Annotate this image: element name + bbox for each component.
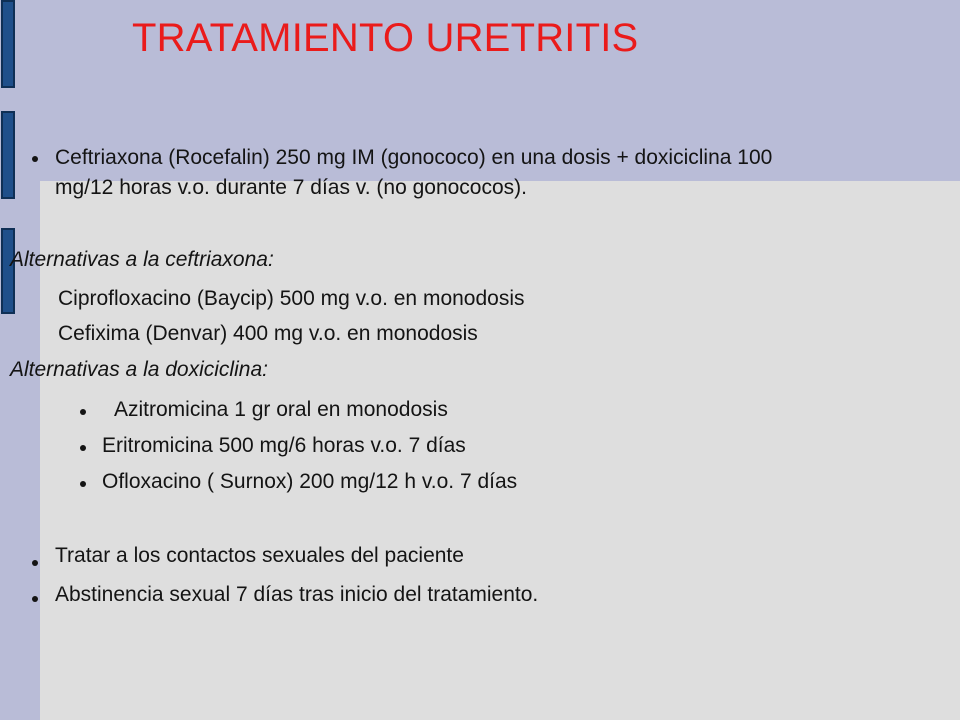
final-bullet-item: Tratar a los contactos sexuales del paciente bbox=[55, 544, 464, 567]
alt-ceftriaxona-item: Ciprofloxacino (Baycip) 500 mg v.o. en monodosis bbox=[58, 287, 525, 310]
alt-doxiciclina-item: Eritromicina 500 mg/6 horas v.o. 7 días bbox=[102, 434, 466, 457]
bullet-icon bbox=[80, 445, 86, 451]
alt-doxiciclina-item: Ofloxacino ( Surnox) 200 mg/12 h v.o. 7 días bbox=[102, 470, 518, 493]
bullet-icon bbox=[80, 409, 86, 415]
bullet-icon bbox=[32, 596, 38, 602]
alt-ceftriaxona-heading: Alternativas a la ceftriaxona: bbox=[10, 248, 274, 271]
accent-bar bbox=[1, 0, 15, 88]
bullet-icon bbox=[32, 156, 38, 162]
alt-ceftriaxona-item: Cefixima (Denvar) 400 mg v.o. en monodosis bbox=[58, 322, 478, 345]
accent-bar bbox=[1, 111, 15, 199]
alt-doxiciclina-item: Azitromicina 1 gr oral en monodosis bbox=[114, 398, 448, 421]
final-bullet-item: Abstinencia sexual 7 días tras inicio del tratamiento. bbox=[55, 583, 539, 606]
main-bullet-line-2: mg/12 horas v.o. durante 7 días v. (no gonococos). bbox=[55, 176, 527, 199]
bullet-icon bbox=[80, 481, 86, 487]
main-bullet-line-1: Ceftriaxona (Rocefalin) 250 mg IM (gonococo) en una dosis + doxiciclina 100 bbox=[55, 146, 773, 169]
alt-doxiciclina-heading: Alternativas a la doxiciclina: bbox=[10, 358, 268, 381]
bullet-icon bbox=[32, 560, 38, 566]
slide-title: TRATAMIENTO URETRITIS bbox=[132, 16, 639, 60]
